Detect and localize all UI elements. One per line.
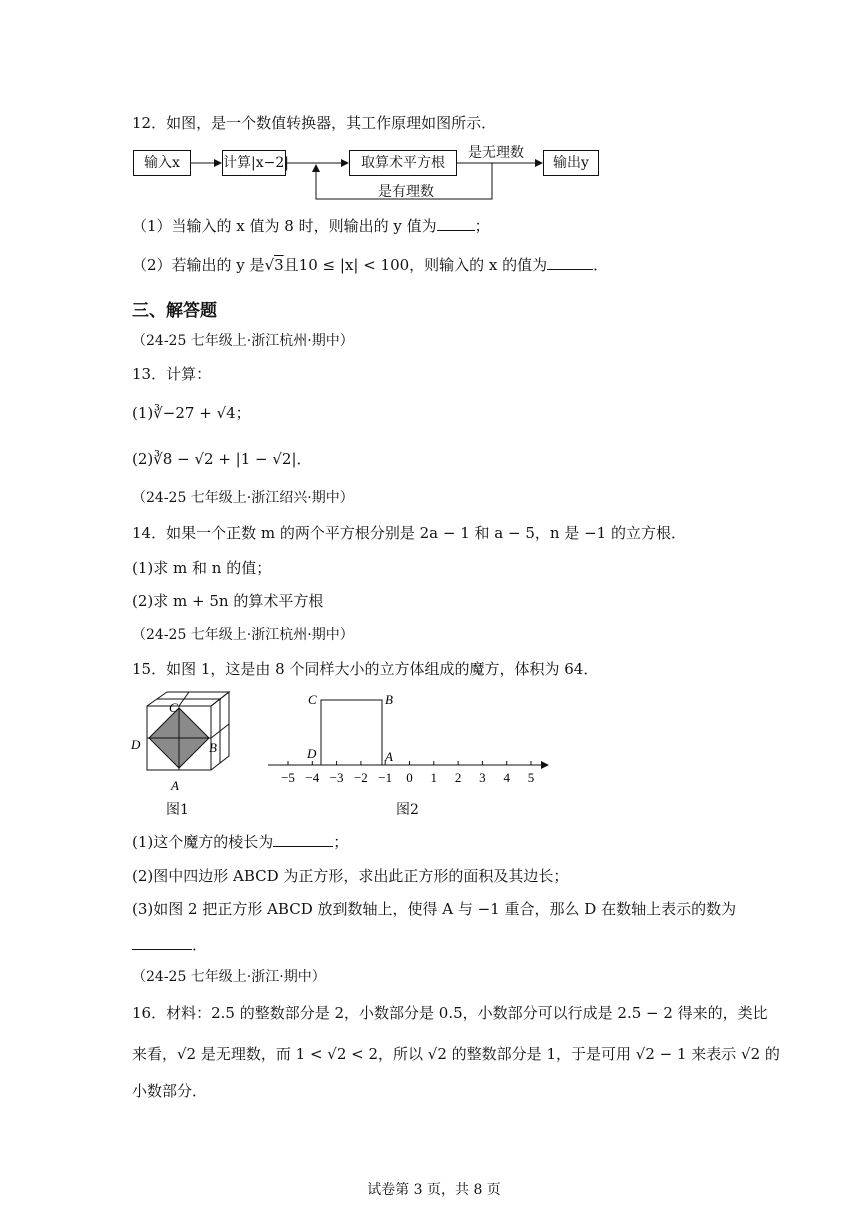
q15-blank3[interactable] <box>132 935 192 950</box>
q14-part1: (1)求 m 和 n 的值； <box>132 559 272 577</box>
axis-tick-label: −1 <box>378 770 393 785</box>
flowchart <box>0 0 868 210</box>
cube-label-d: D <box>131 737 141 752</box>
flow-input-box: 输入x <box>133 150 191 176</box>
axis-tick-label: 2 <box>454 770 462 785</box>
q14-source: （24-25 七年级上·浙江绍兴·期中） <box>132 490 354 506</box>
axis-tick-label: −4 <box>305 770 320 785</box>
cube-label-c: C <box>169 700 178 715</box>
flow-sqrt-box: 取算术平方根 <box>349 150 457 176</box>
flow-output-box: 输出y <box>543 150 599 176</box>
q16-source: （24-25 七年级上·浙江·期中） <box>132 969 326 985</box>
axis-tick-label: −2 <box>353 770 368 785</box>
figure1-cube <box>125 686 240 796</box>
square-label-c: C <box>308 692 317 707</box>
q15-blank1[interactable] <box>273 832 333 847</box>
axis-tick-label: −5 <box>281 770 295 785</box>
axis-tick-label: 3 <box>479 770 486 785</box>
q12-part1: （1）当输入的 x 值为 8 时，则输出的 y 值为 ； <box>132 217 490 235</box>
q16-line3: 小数部分． <box>132 1082 208 1100</box>
q12-part2: （2）若输出的 y 是√3且10 ≤ |x| < 100，则输入的 x 的值为 ． <box>132 256 609 274</box>
q14-part2: (2)求 m + 5n 的算术平方根 <box>132 592 324 610</box>
flow-compute-box: 计算|x−2| <box>222 150 286 176</box>
square-label-b: B <box>385 692 393 707</box>
figure1-caption: 图1 <box>166 802 189 818</box>
flow-arrows <box>0 0 868 210</box>
q13-part1: (1)∛−27 + √4； <box>132 404 251 422</box>
axis-tick-label: 0 <box>406 770 413 785</box>
flow-rational-label: 是有理数 <box>378 184 434 200</box>
q13-source: （24-25 七年级上·浙江杭州·期中） <box>132 333 354 349</box>
square-label-d: D <box>307 746 317 761</box>
q15-part1: (1)这个魔方的棱长为 ； <box>132 833 349 851</box>
axis-tick-label: 4 <box>503 770 510 785</box>
q15-stem: 15．如图 1，这是由 8 个同样大小的立方体组成的魔方，体积为 64． <box>132 660 599 678</box>
q12-blank2[interactable] <box>547 255 593 270</box>
sqrt3-symbol: √3 <box>264 256 284 274</box>
q12-stem: 12．如图，是一个数值转换器，其工作原理如图所示． <box>132 114 497 132</box>
flow-irrational-label: 是无理数 <box>468 145 524 161</box>
section-title: 三、解答题 <box>132 301 217 321</box>
axis-tick-label: 5 <box>527 770 535 785</box>
q15-part2: (2)图中四边形 ABCD 为正方形，求出此正方形的面积及其边长； <box>132 867 569 885</box>
figure2-caption: 图2 <box>396 802 419 818</box>
q15-source: （24-25 七年级上·浙江杭州·期中） <box>132 627 354 643</box>
q15-part3-answer: ． <box>132 935 207 955</box>
cube-label-a: A <box>171 778 179 793</box>
q15-part3: (3)如图 2 把正方形 ABCD 放到数轴上，使得 A 与 −1 重合，那么 D 在数轴上表示的数为 <box>132 900 737 918</box>
q13-part2: (2)∛8 − √2 + |1 − √2|． <box>132 450 312 468</box>
axis-tick-label: 1 <box>430 770 438 785</box>
square-label-a: A <box>385 749 393 764</box>
axis-tick-label: −3 <box>329 770 344 785</box>
q16-line2: 来看，√2 是无理数，而 1 < √2 < 2，所以 √2 的整数部分是 1，于是可用 √2 − 1 来表示 √2 的 <box>132 1045 780 1063</box>
q13-stem: 13．计算： <box>132 365 212 383</box>
cube-label-b: B <box>209 740 217 755</box>
page-footer: 试卷第 3 页，共 8 页 <box>367 1182 501 1198</box>
q16-line1: 16．材料：2.5 的整数部分是 2，小数部分是 0.5，小数部分可以行成是 2.5 − 2 得来的，类比 <box>132 1004 768 1022</box>
q14-stem: 14．如果一个正数 m 的两个平方根分别是 2a − 1 和 a − 5，n 是 −1 的立方根． <box>132 524 686 542</box>
figure2-number-line <box>260 686 560 796</box>
q12-blank1[interactable] <box>437 216 475 231</box>
